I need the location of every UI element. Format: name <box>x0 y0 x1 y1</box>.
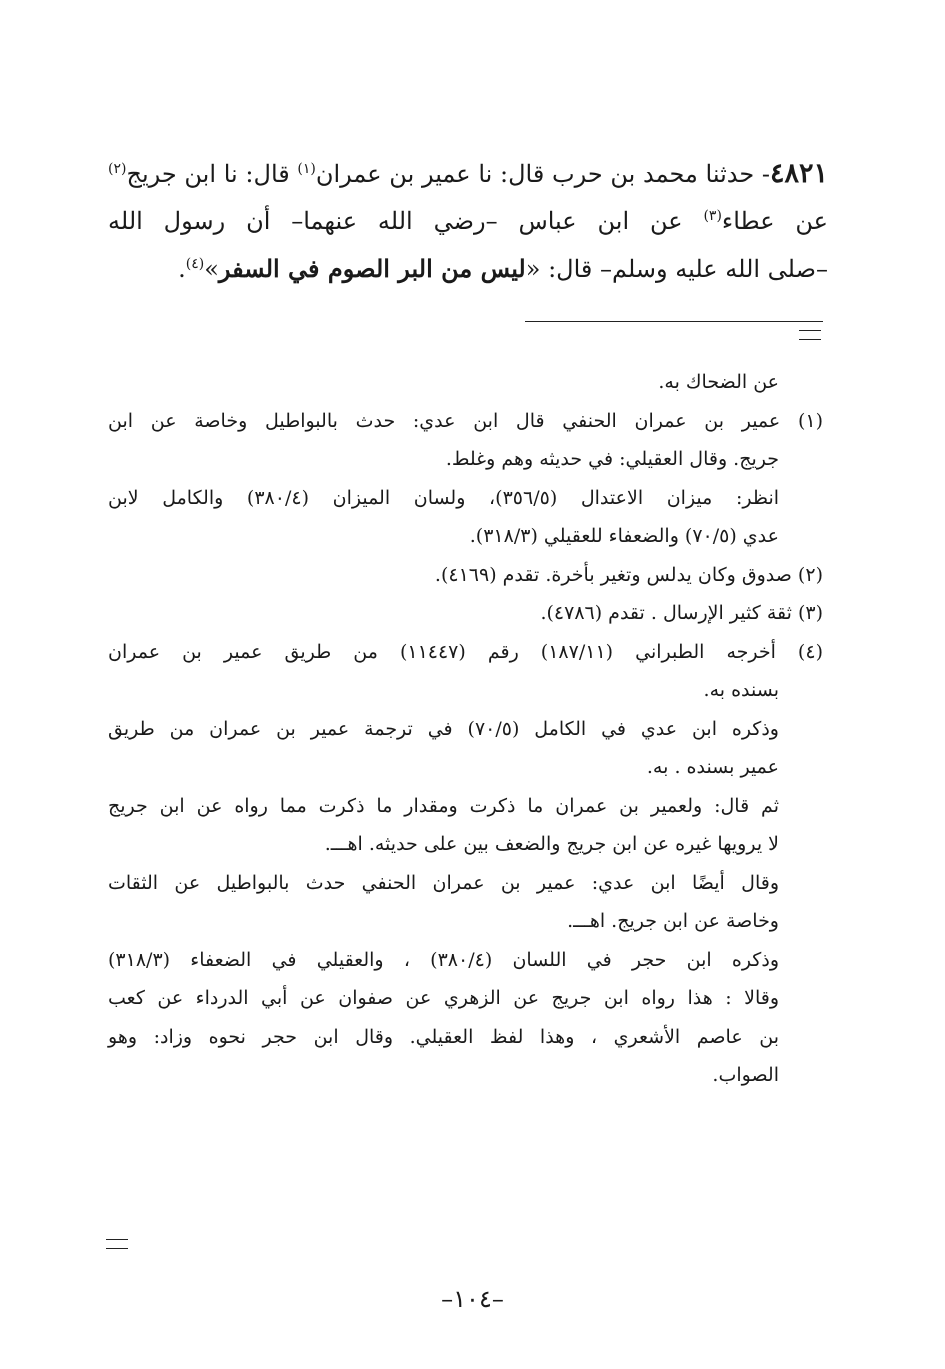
continuation-mark-top <box>799 330 821 340</box>
footnotes <box>108 363 823 1095</box>
footnote-line: جريج. وقال العقيلي: في حديثه وهم وغلط. <box>445 448 779 470</box>
hadith-line3-a: –صلى الله عليه وسلم– قال: « <box>525 255 828 283</box>
hadith-number: ٤٨٢١ <box>769 158 828 189</box>
footnote-line: وذكره ابن حجر في اللسان (٣٨٠/٤) ، والعقيلي في الضعفاء (٣١٨/٣) <box>108 948 779 971</box>
footnote-line: لا يرويها غيره عن ابن جريج والضعف بين على حديثه. اهـــ. <box>324 833 779 855</box>
footnote-separator <box>525 321 823 322</box>
hadith-line2-c: عن ابن عباس –رضي الله عنهما– أن رسول الله <box>108 207 704 235</box>
footnote-line: عن الضحاك به. <box>658 371 779 393</box>
hadith-line2-b: عن عطاء <box>721 207 828 235</box>
footnote-line: (١) عمير بن عمران الحنفي قال ابن عدي: حدث بالبواطيل وخاصة عن ابن <box>108 409 823 432</box>
footnote-line: (٣) ثقة كثير الإرسال . تقدم (٤٧٨٦). <box>540 602 823 624</box>
footnote-line: (٤) أخرجه الطبراني (١٨٧/١١) رقم (١١٤٤٧) من طريق عمير بن عمران <box>108 640 823 663</box>
hadith-line1-end: قال: نا <box>223 160 298 188</box>
footnote-ref-1: (١) <box>297 161 316 177</box>
footnote-line: عمير بسنده . به. <box>646 756 779 778</box>
footnote-line: بسنده به. <box>703 679 779 701</box>
footnote-line: (٢) صدوق وكان يدلس وتغير بأخرة. تقدم (٤١٦٩). <box>434 563 823 586</box>
footnote-line: وذكره ابن عدي في الكامل (٧٠/٥) في ترجمة عمير بن عمران من طريق <box>108 717 779 740</box>
hadith-line2: ابن جريج <box>126 160 217 188</box>
footnote-line: وخاصة عن ابن جريج. اهـــ. <box>567 910 779 932</box>
footnote-ref-4: (٤) <box>185 256 205 272</box>
footnote-line: ثم قال: ولعمير بن عمران ما ذكرت ومقدار ما ذكرت مما رواه عن ابن جريج <box>108 794 779 817</box>
hadith-quote: ليس من البر الصوم في السفر <box>218 254 526 283</box>
hadith-line3 <box>108 245 828 293</box>
footnote-line: وقال أيضًا ابن عدي: عمير بن عمران الحنفي حدث بالبواطيل عن الثقات <box>108 871 779 894</box>
footnote-ref-2: (٢) <box>108 161 127 177</box>
hadith-line1: - حدثنا محمد بن حرب قال: نا عمير بن عمران <box>315 160 770 188</box>
footnote-line: الصواب. <box>712 1064 779 1086</box>
continuation-mark-bottom <box>106 1239 128 1249</box>
footnote-line: انظر: ميزان الاعتدال (٣٥٦/٥)، ولسان الميزان (٣٨٠/٤) والكامل لابن <box>108 486 780 509</box>
footnote-line: وقالا : هذا رواه ابن جريج عن الزهري عن صفوان عن أبي الدرداء عن كعب <box>108 987 779 1009</box>
hadith-line3-c: . <box>178 255 186 283</box>
footnote-ref-3: (٣) <box>703 208 722 224</box>
footnote-line: عدي (٧٠/٥) والضعفاء للعقيلي (٣١٨/٣). <box>469 525 779 547</box>
footnote-line: بن عاصم الأشعري ، وهذا لفظ العقيلي. وقال ابن حجر نحوه وزاد: وهو <box>108 1025 779 1048</box>
hadith-text <box>108 150 828 293</box>
hadith-line3-b: » <box>204 255 219 283</box>
page-number: –١٠٤– <box>441 1285 504 1313</box>
